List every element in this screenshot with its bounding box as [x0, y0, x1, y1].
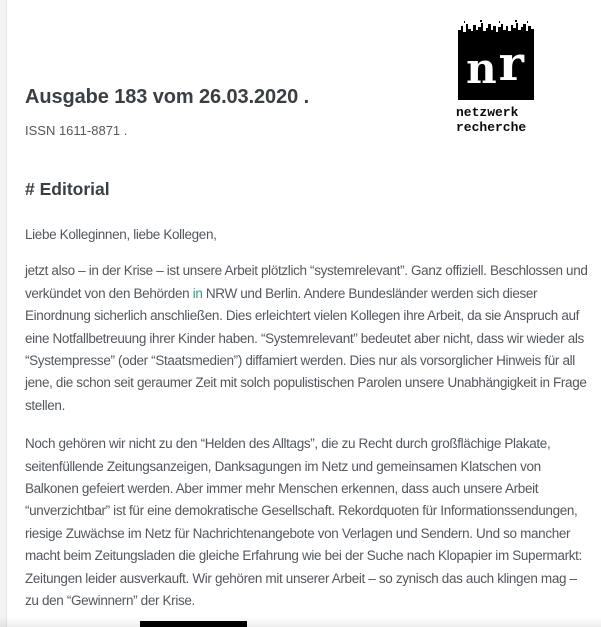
paragraph2-block1: Noch gehören wir nicht zu den “Helden des Alltags”, die zu Recht durch großflächige Plakate, seitenfüllende Zeitungsanzeigen, Danksagungen im Netz und gemeinsamen Klatschen von Balkonen gefeiert werden. Aber immer mehr Menschen erkennen, dass auch unsere Arbeit “unverzichtbar” ist für eine demokratische Gesellschaft. Rekordquoten für Informationssendungen, riesige Zuwächse im Netz für Nachrichtenangebote von Verlagen und Sendern. Und so mancher macht beim Zeitungsladen die gleiche Erfahrung wie bei der Suche nach Klopapier im Supermarkt: [25, 436, 582, 564]
editorial-heading: # Editorial [25, 179, 110, 199]
paragraph2-block2: Zeitungen leider ausverkauft. Wir gehören mit unserer Arbeit – so zynisch das auch klingen mag – zu den “Gewinnern” der Krise. [25, 570, 577, 609]
next-section-black-bar [140, 621, 247, 627]
editorial-paragraph-2 [25, 433, 588, 612]
paragraph1-text-after: NRW und Berlin. Andere Bundesländer werden sich dieser Einordnung sicherlich anschließen. Dies erleichtert vielen Kollegen ihre Arbeit, da sie Anspruch auf eine Notfallbetreuung ihrer Kinder haben. “Systemrelevant” bedeutet aber nicht, dass wir wieder als “Systempresse” (oder “Staatsmedien”) diffamiert werden. Dies nur als vorsorglicher Hinweis für all jene, die schon seit geraumer Zeit mit solch populistischen Parolen unsere Unabhängigkeit in Frage stellen. [25, 285, 587, 413]
editorial-paragraph-1 [25, 260, 588, 417]
issue-title: Ausgabe 183 vom 26.03.2020 . [25, 86, 310, 108]
nr-letter-r: r [498, 36, 526, 92]
page-left-border [0, 0, 7, 627]
nr-logo-square [458, 36, 534, 100]
nr-logo-initials [458, 36, 534, 100]
logo-wordmark-line2: recherche [456, 120, 527, 135]
logo-wordmark-line1: netzwerk [456, 105, 519, 120]
bottom-shade [0, 617, 601, 627]
salutation: Liebe Kolleginnen, liebe Kollegen, [25, 227, 217, 242]
paragraph1-text-before: jetzt also – in der Krise – ist unsere Arbeit plötzlich “systemrelevant”. Ganz offiziell. Beschlossen und verkündet von den Behörden [25, 263, 588, 301]
nr-logo [456, 20, 576, 135]
nr-letter-n: n [466, 44, 499, 93]
issn-line: ISSN 1611-8871 . [25, 123, 128, 138]
logo-spray-edge-icon [458, 20, 534, 36]
logo-wordmark [456, 105, 576, 135]
inline-link-in[interactable]: in [192, 285, 203, 301]
